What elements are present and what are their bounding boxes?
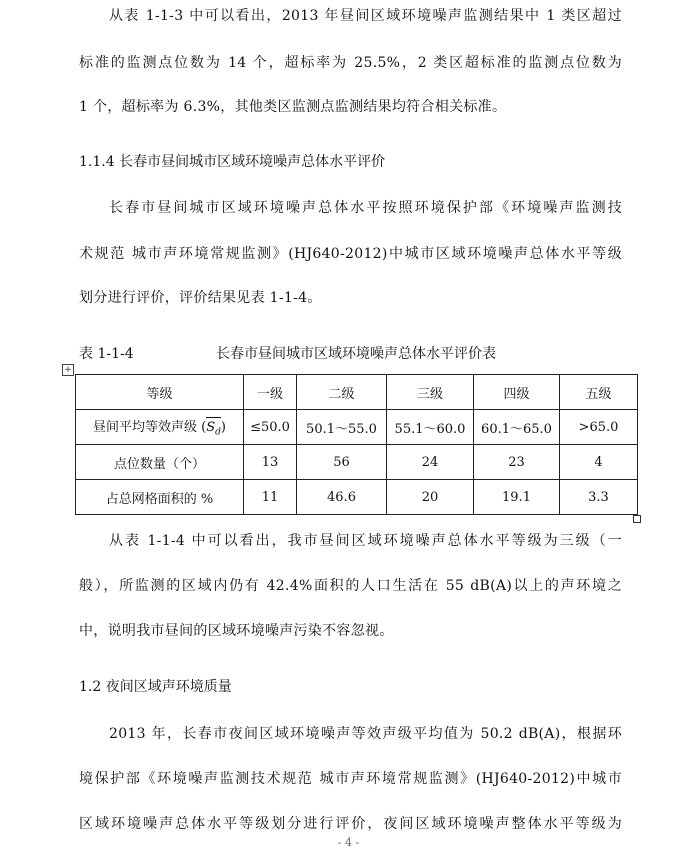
table-header-cell: 三级: [387, 375, 474, 410]
paragraph-line: 境保护部《环境噪声监测技术规范 城市声环境常规监测》(HJ640-2012)中城市: [79, 771, 622, 787]
table-header-cell: 二级: [297, 375, 387, 410]
paragraph-line: 术规范 城市声环境常规监测》(HJ640-2012)中城市区域环境噪声总体水平等级: [79, 246, 622, 262]
paragraph-line: 2013 年，长春市夜间区域环境噪声等效声级平均值为 50.2 dB(A)，根据环: [109, 726, 622, 742]
table-cell: 3.3: [560, 480, 638, 515]
table-row: [76, 480, 638, 515]
paragraph-line: 中，说明我市昼间的区域环境噪声污染不容忽视。: [79, 623, 394, 639]
average-level-symbol: [206, 420, 221, 438]
paragraph-line: 1 个，超标率为 6.3%，其他类区监测点监测结果均符合相关标准。: [79, 99, 507, 115]
paragraph-line: 区域环境噪声总体水平等级划分进行评价，夜间区域环境噪声整体水平等级为: [79, 816, 622, 832]
noise-level-table: [75, 374, 638, 515]
table-cell: 55.1～60.0: [387, 410, 474, 445]
table-row-label: 占总网格面积的 %: [76, 480, 244, 515]
table-caption-number: 表 1-1-4: [79, 346, 134, 362]
paragraph-line: 从表 1-1-3 中可以看出，2013 年昼间区域环境噪声监测结果中 1 类区超过: [109, 8, 622, 24]
table-cell: 4: [560, 445, 638, 480]
paragraph-line: 长春市昼间城市区域环境噪声总体水平按照环境保护部《环境噪声监测技: [109, 200, 622, 216]
paragraph-line: 从表 1-1-4 中可以看出，我市昼间区域环境噪声总体水平等级为三级（一: [109, 533, 622, 549]
table-move-handle-icon[interactable]: +: [62, 364, 74, 376]
table-row: [76, 410, 638, 445]
row-label-prefix: 昼间平均等效声级 (: [93, 420, 207, 436]
table-header-cell: 一级: [244, 375, 297, 410]
table-cell: 56: [297, 445, 387, 480]
table-header-cell: 五级: [560, 375, 638, 410]
table-row-label: [76, 410, 244, 445]
table-cell: 46.6: [297, 480, 387, 515]
table-cell: ≤50.0: [244, 410, 297, 445]
table-cell: 19.1: [474, 480, 560, 515]
table-cell: 60.1～65.0: [474, 410, 560, 445]
section-heading: 1.2 夜间区域声环境质量: [79, 679, 232, 695]
table-row: [76, 445, 638, 480]
table-header-cell: 等级: [76, 375, 244, 410]
symbol-subscript: d: [215, 427, 221, 438]
table-cell: 24: [387, 445, 474, 480]
paragraph-line: 划分进行评价，评价结果见表 1-1-4。: [79, 290, 322, 306]
table-cell: 11: [244, 480, 297, 515]
table-cell: 13: [244, 445, 297, 480]
symbol-letter: S: [206, 420, 216, 436]
table-resize-handle[interactable]: [633, 515, 641, 523]
table-cell: >65.0: [560, 410, 638, 445]
paragraph-line: 般），所监测的区域内仍有 42.4%面积的人口生活在 55 dB(A)以上的声环境之: [79, 578, 622, 594]
paragraph-line: 标准的监测点位数为 14 个，超标率为 25.5%，2 类区超标准的监测点位数为: [79, 55, 622, 71]
table-cell: 23: [474, 445, 560, 480]
table-row-label: 点位数量（个）: [76, 445, 244, 480]
page-number: - 4 -: [337, 836, 360, 849]
table-header-cell: 四级: [474, 375, 560, 410]
table-caption-title: 长春市昼间城市区域环境噪声总体水平评价表: [216, 346, 496, 362]
table-header-row: [76, 375, 638, 410]
table-cell: 20: [387, 480, 474, 515]
table-cell: 50.1～55.0: [297, 410, 387, 445]
section-heading: 1.1.4 长春市昼间城市区域环境噪声总体水平评价: [79, 154, 386, 170]
row-label-suffix: ): [220, 420, 226, 436]
